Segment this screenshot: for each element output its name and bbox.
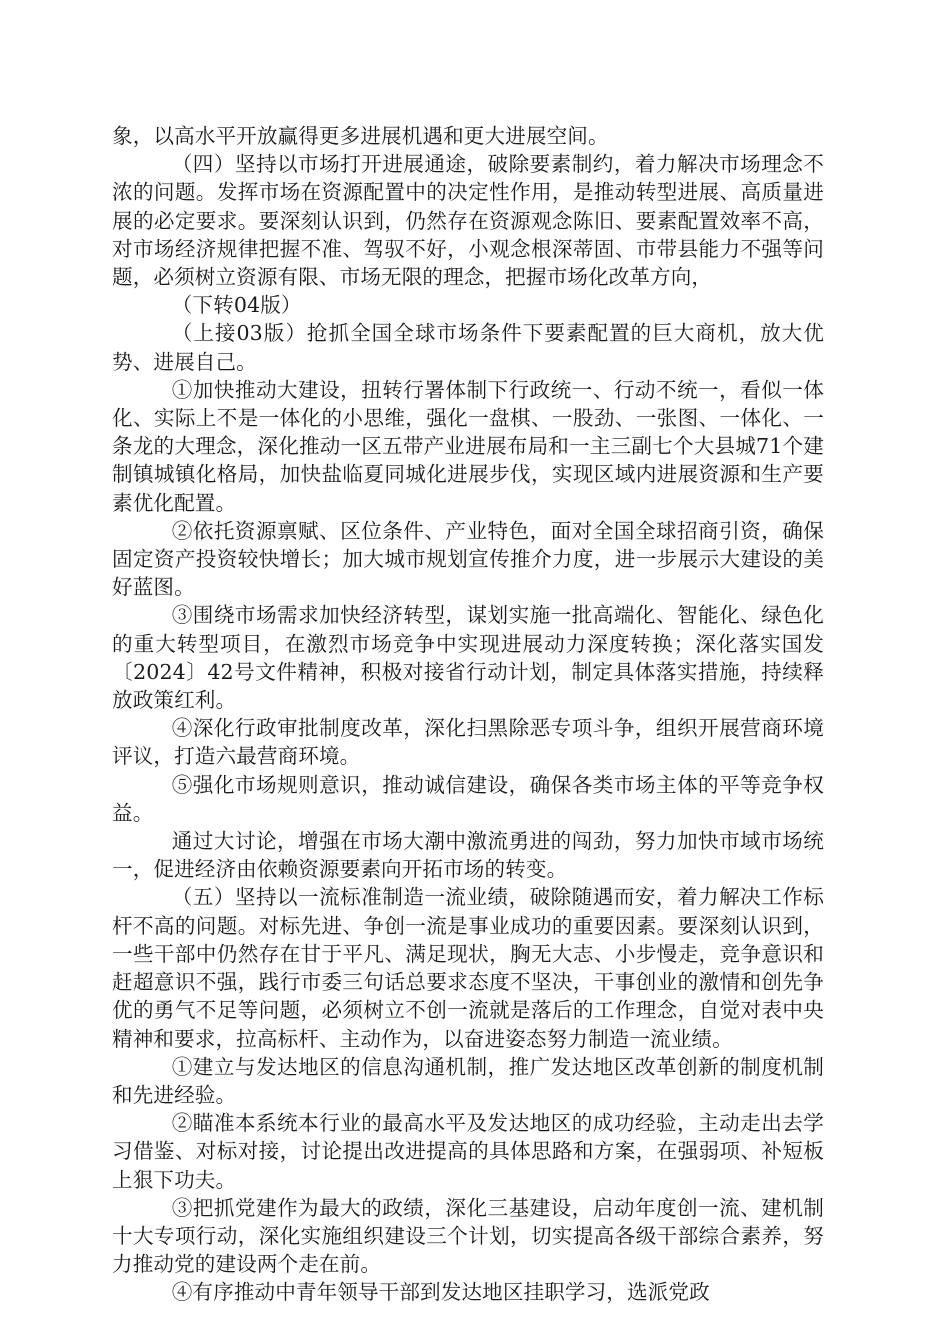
document-body bbox=[112, 122, 824, 1307]
paragraph-0: 象，以高水平开放赢得更多进展机遇和更大进展空间。 bbox=[112, 124, 609, 148]
paragraph-5: ②依托资源禀赋、区位条件、产业特色，面对全国全球招商引资，确保固定资产投资较快增长；加大城市规划宣传推介力度，进一步展示大建设的美好蓝图。 bbox=[112, 518, 824, 600]
paragraph-3: （上接03版）抢抓全国全球市场条件下要素配置的巨大商机，放大优势、进展自己。 bbox=[112, 321, 824, 374]
paragraph-7: ④深化行政审批制度改革，深化扫黑除恶专项斗争，组织开展营商环境评议，打造六最营商环境。 bbox=[112, 716, 824, 769]
paragraph-12: ②瞄准本系统本行业的最高水平及发达地区的成功经验，主动走出去学习借鉴、对标对接，讨论提出改进提高的具体思路和方案，在强弱项、补短板上狠下功夫。 bbox=[112, 1111, 824, 1192]
paragraph-11: ①建立与发达地区的信息沟通机制，推广发达地区改革创新的制度机制和先进经验。 bbox=[112, 1054, 824, 1107]
paragraph-2: （下转04版） bbox=[171, 293, 302, 318]
paragraph-8: ⑤强化市场规则意识，推动诚信建设，确保各类市场主体的平等竞争权益。 bbox=[112, 772, 824, 825]
paragraph-13: ③把抓党建作为最大的政绩，深化三基建设，启动年度创一流、建机制十大专项行动，深化实施组织建设三个计划，切实提高各级干部综合素养，努力推动党的建设两个走在前。 bbox=[112, 1195, 824, 1277]
paragraph-14: ④有序推动中青年领导干部到发达地区挂职学习，选派党政 bbox=[171, 1280, 710, 1305]
paragraph-4: ①加快推动大建设，扭转行署体制下行政统一、行动不统一，看似一体化、实际上不是一体化的小思维，强化一盘棋、一股劲、一张图、一体化、一条龙的大理念，深化推动一区五带产业进展布局和一主三副七个大县城71个建制镇城镇化格局，加快盐临夏同城化进展步伐，实现区域内进展资源和生产要素优化配置。 bbox=[112, 377, 824, 515]
paragraph-10: （五）坚持以一流标准制造一流业绩，破除随遇而安，着力解决工作标杆不高的问题。对标先进、争创一流是事业成功的重要因素。要深刻认识到，一些干部中仍然存在甘于平凡、满足现状，胸无大志、小步慢走，竞争意识和赶超意识不强，践行市委三句话总要求态度不坚决，干事创业的激情和创先争优的勇气不足等问题，必须树立不创一流就是落后的工作理念，自觉对表中央精神和要求，拉高标杆、主动作为，以奋进姿态努力制造一流业绩。 bbox=[112, 885, 824, 1051]
paragraph-1: （四）坚持以市场打开进展通途，破除要素制约，着力解决市场理念不浓的问题。发挥市场在资源配置中的决定性作用，是推动转型进展、高质量进展的必定要求。要深刻认识到，仍然存在资源观念陈旧、要素配置效率不高，对市场经济规律把握不准、驾驭不好，小观念根深蒂固、市带县能力不强等问题，必须树立资源有限、市场无限的理念，把握市场化改革方向， bbox=[112, 152, 824, 290]
paragraph-9: 通过大讨论，增强在市场大潮中激流勇进的闯劲，努力加快市域市场统一，促进经济由依赖资源要素向开拓市场的转变。 bbox=[112, 829, 824, 882]
paragraph-6: ③围绕市场需求加快经济转型，谋划实施一批高端化、智能化、绿色化的重大转型项目，在激烈市场竞争中实现进展动力深度转换；深化落实国发〔2024〕42号文件精神，积极对接省行动计划，制定具体落实措施，持续释放政策红利。 bbox=[112, 603, 824, 713]
